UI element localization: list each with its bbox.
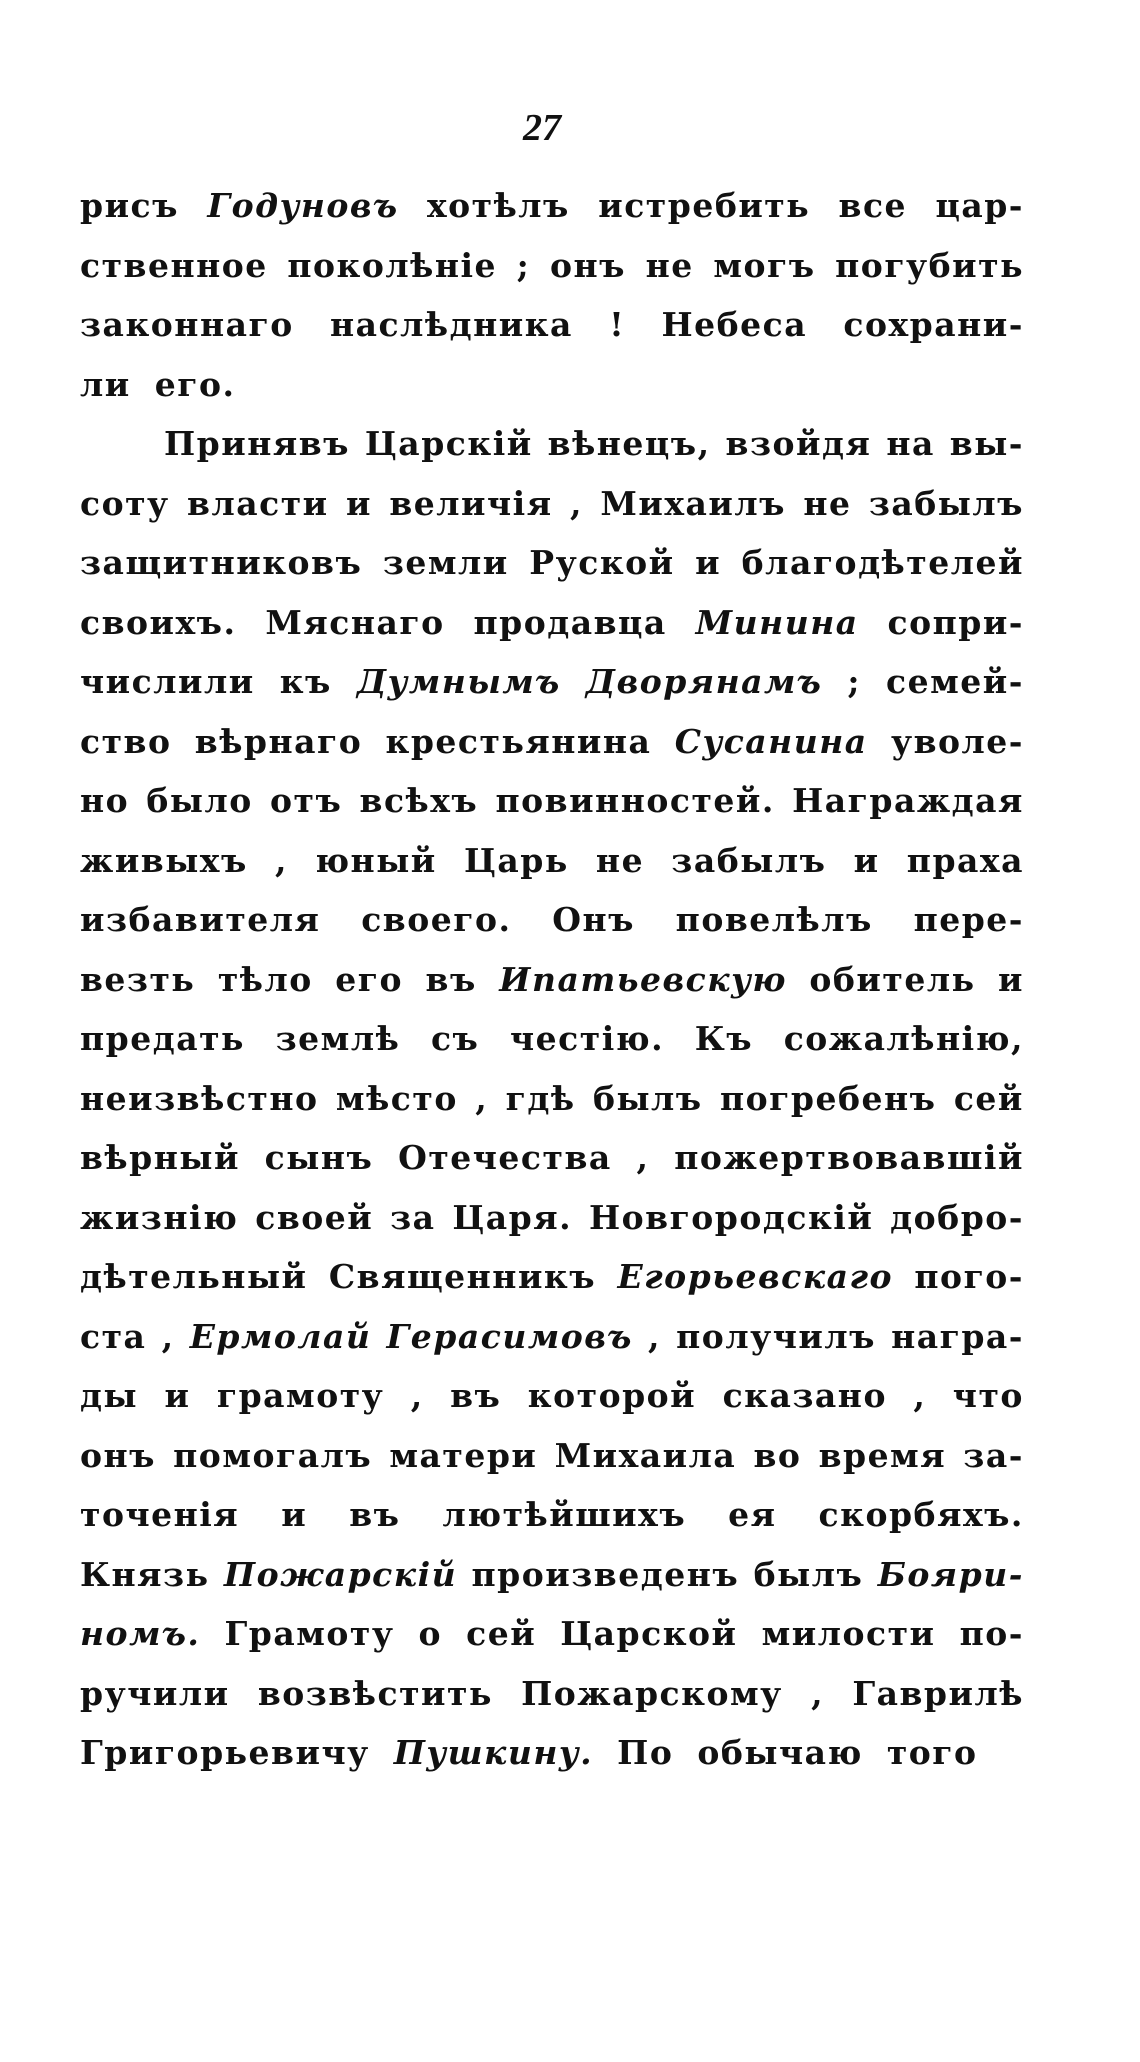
word: хотѣлъ: [426, 186, 570, 225]
word: время: [818, 1435, 947, 1475]
word: вѣрный: [80, 1138, 240, 1177]
word: дѣтельный: [80, 1257, 308, 1296]
body-text: [80, 176, 1024, 1783]
text-line: [80, 1307, 1024, 1367]
word: повинностей.: [495, 781, 775, 820]
word: Мяснаго: [265, 602, 445, 642]
word: все: [838, 186, 908, 225]
word: Думнымъ: [356, 662, 561, 701]
word: законнаго: [80, 305, 294, 344]
word: власти: [187, 483, 329, 523]
word: Принявъ: [164, 424, 350, 463]
text-line: [80, 176, 1024, 236]
text-line: [80, 474, 1024, 534]
word: семей-: [886, 662, 1024, 701]
word: награ-: [891, 1316, 1024, 1356]
word: Къ: [694, 1019, 754, 1058]
word: Михаила: [554, 1435, 737, 1475]
word: и: [164, 1376, 191, 1415]
word: величія: [389, 483, 553, 523]
word: о: [418, 1614, 443, 1653]
word: что: [952, 1376, 1024, 1415]
word: ,: [811, 1673, 825, 1713]
word: сопри-: [887, 602, 1024, 642]
word: взойдя: [725, 424, 872, 463]
word: Сусанина: [674, 721, 868, 761]
word: за-: [963, 1435, 1024, 1475]
word: Князь: [80, 1554, 210, 1594]
word: наслѣдника: [329, 305, 573, 344]
word: живыхъ: [80, 840, 248, 880]
word: возвѣстить: [257, 1673, 493, 1713]
word: Царя.: [452, 1197, 573, 1237]
text-line: [80, 1188, 1024, 1248]
word: поколѣніе: [287, 245, 498, 285]
word: забылъ: [868, 483, 1024, 523]
word: къ: [279, 662, 332, 701]
word: благодѣтелей: [741, 543, 1024, 582]
word: Награждая: [792, 781, 1024, 820]
word: номъ.: [80, 1614, 201, 1653]
word: Герасимовъ: [386, 1316, 633, 1356]
word: ручили: [80, 1673, 230, 1713]
word: и: [998, 959, 1024, 999]
word: погубить: [835, 245, 1024, 285]
word: Гаврилѣ: [852, 1673, 1024, 1713]
text-line: [80, 1485, 1024, 1545]
word: Царской: [560, 1614, 738, 1653]
page-number: 27: [523, 107, 561, 149]
word: ;: [516, 245, 531, 285]
word: за: [390, 1197, 436, 1237]
word: своей: [255, 1197, 374, 1237]
word: Михаилъ: [600, 483, 786, 523]
word: и: [281, 1495, 308, 1534]
word: его.: [154, 364, 236, 404]
word: вѣрнаго: [194, 721, 363, 761]
word: соту: [80, 483, 170, 523]
word: Ипатьевскую: [499, 959, 787, 999]
word: обычаю: [697, 1733, 863, 1772]
word: пожертвовавшій: [674, 1138, 1024, 1177]
word: ,: [913, 1376, 927, 1415]
word: ,: [275, 840, 288, 880]
word: Священникъ: [328, 1257, 597, 1296]
word: честію.: [510, 1019, 665, 1058]
word: онъ: [549, 245, 626, 285]
word: въ: [349, 1495, 401, 1534]
word: предать: [80, 1019, 245, 1058]
word: погребенъ: [720, 1078, 937, 1118]
text-line: [80, 414, 1024, 474]
word: Руской: [529, 543, 675, 582]
text-line: [80, 1723, 1024, 1783]
text-line: [80, 652, 1024, 712]
word: вы-: [949, 424, 1024, 463]
text-line: [80, 1009, 1024, 1069]
word: Григорьевичу: [80, 1733, 370, 1772]
word: По: [617, 1733, 674, 1772]
word: не: [803, 483, 852, 523]
word: вѣнецъ,: [547, 424, 711, 463]
text-line: [80, 1664, 1024, 1724]
word: могъ: [713, 245, 816, 285]
word: лютѣйшихъ: [442, 1495, 687, 1534]
word: Онъ: [552, 900, 635, 939]
text-line: [80, 1128, 1024, 1188]
word: которой: [527, 1376, 697, 1415]
text-line: [80, 1069, 1024, 1129]
word: ство: [80, 721, 172, 761]
word: обитель: [809, 959, 976, 999]
word: ственное: [80, 245, 268, 285]
word: защитниковъ: [80, 543, 363, 582]
text-line: [80, 236, 1024, 296]
word: Минина: [695, 602, 859, 642]
word: !: [609, 305, 626, 344]
word: истребить: [598, 186, 811, 225]
word: ,: [475, 1078, 489, 1118]
word: въ: [450, 1376, 502, 1415]
word: ста: [80, 1316, 147, 1356]
word: земли: [382, 543, 509, 582]
word: Бояри-: [877, 1554, 1024, 1594]
word: на: [886, 424, 935, 463]
text-line: [80, 712, 1024, 772]
word: юный: [315, 840, 437, 880]
word: отъ: [270, 781, 343, 820]
word: матери: [389, 1435, 538, 1475]
word: забылъ: [671, 840, 827, 880]
text-line: [80, 950, 1024, 1010]
word: того: [886, 1733, 978, 1772]
word: Царь: [463, 840, 569, 880]
word: тѣло: [217, 959, 313, 999]
word: ,: [161, 1316, 175, 1356]
word: получилъ: [676, 1316, 876, 1356]
text-line: [80, 295, 1024, 355]
word: точенія: [80, 1495, 240, 1534]
word: Новгородскій: [588, 1197, 874, 1237]
word: ея: [728, 1495, 777, 1534]
word: помогалъ: [173, 1435, 373, 1475]
word: ,: [636, 1138, 650, 1177]
word: его: [335, 959, 404, 999]
word: былъ: [592, 1078, 703, 1118]
word: Ермолай: [189, 1316, 372, 1356]
word: сохрани-: [843, 305, 1024, 344]
word: ды: [80, 1376, 139, 1415]
word: по-: [959, 1614, 1024, 1653]
text-line: [80, 1366, 1024, 1426]
word: рисъ: [80, 186, 179, 225]
word: произведенъ: [471, 1554, 740, 1594]
word: своихъ.: [80, 602, 237, 642]
word: Царскій: [364, 424, 533, 463]
word: но: [80, 781, 130, 820]
word: Пушкину.: [393, 1733, 594, 1772]
text-line: [80, 890, 1024, 950]
word: ,: [410, 1376, 424, 1415]
word: онъ: [80, 1435, 156, 1475]
word: числили: [80, 662, 255, 701]
text-line: [80, 593, 1024, 653]
word: Грамоту: [224, 1614, 395, 1653]
word: въ: [425, 959, 477, 999]
word: избавителя: [80, 900, 321, 939]
word: съ: [430, 1019, 480, 1058]
word: сей: [466, 1614, 537, 1653]
word: Небеса: [661, 305, 808, 344]
word: во: [753, 1435, 802, 1475]
word: Пожарскому: [521, 1673, 783, 1713]
word: цар-: [935, 186, 1024, 225]
word: сказано: [722, 1376, 887, 1415]
word: землѣ: [275, 1019, 401, 1058]
word: своего.: [361, 900, 512, 939]
word: уволе-: [890, 721, 1024, 761]
word: повелѣлъ: [675, 900, 873, 939]
word: грамоту: [216, 1376, 385, 1415]
word: не: [595, 840, 645, 880]
text-line: [80, 533, 1024, 593]
text-line: [80, 355, 1024, 415]
word: и: [853, 840, 880, 880]
word: было: [146, 781, 253, 820]
word: сынъ: [264, 1138, 374, 1177]
word: добро-: [890, 1197, 1024, 1237]
word: сей: [953, 1078, 1024, 1118]
word: жизнію: [80, 1197, 239, 1237]
word: везть: [80, 959, 196, 999]
text-line: [80, 1247, 1024, 1307]
word: всѣхъ: [359, 781, 479, 820]
word: гдѣ: [505, 1078, 576, 1118]
word: Отечества: [398, 1138, 612, 1177]
word: праха: [906, 840, 1024, 880]
word: не: [645, 245, 694, 285]
word: крестьянина: [385, 721, 652, 761]
word: пере-: [913, 900, 1024, 939]
word: Пожарскій: [223, 1554, 458, 1594]
word: сожалѣнію,: [783, 1019, 1024, 1058]
word: и: [346, 483, 372, 523]
word: былъ: [753, 1554, 864, 1594]
text-line: [80, 1426, 1024, 1486]
word: пого-: [914, 1257, 1024, 1296]
text-line: [80, 771, 1024, 831]
word: и: [695, 543, 722, 582]
word: ,: [648, 1316, 662, 1356]
text-line: [80, 831, 1024, 891]
word: скорбяхъ.: [818, 1495, 1024, 1534]
word: ли: [80, 364, 131, 404]
word: ;: [847, 662, 862, 701]
word: продавца: [473, 602, 667, 642]
word: неизвѣстно: [80, 1078, 319, 1118]
text-line: [80, 1545, 1024, 1605]
word: мѣсто: [335, 1078, 458, 1118]
word: Дворянамъ: [585, 662, 823, 701]
word: ,: [569, 483, 583, 523]
word: милости: [761, 1614, 936, 1653]
word: Годуновъ: [207, 186, 399, 225]
text-line: [80, 1604, 1024, 1664]
word: Егорьевскаго: [617, 1257, 894, 1296]
